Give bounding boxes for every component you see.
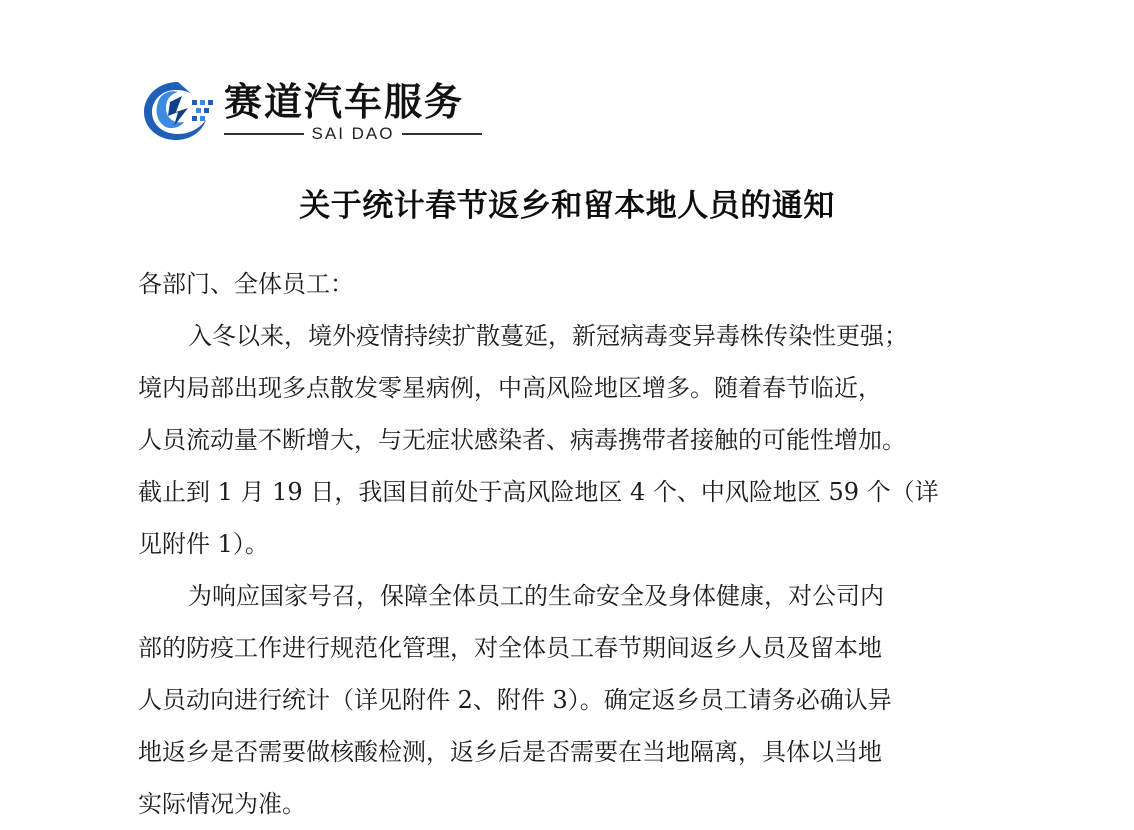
body-line: 部的防疫工作进行规范化管理，对全体员工春节期间返乡人员及留本地 <box>138 634 882 662</box>
body-line: 见附件 1）。 <box>138 530 269 558</box>
body-line: 人员动向进行统计（详见附件 2、附件 3）。确定返乡员工请务必确认异 <box>138 686 892 714</box>
company-name: 赛道汽车服务 <box>224 80 465 124</box>
company-subtitle <box>224 124 482 144</box>
body-line: 入冬以来，境外疫情持续扩散蔓延，新冠病毒变异毒株传染性更强； <box>188 322 908 350</box>
subtitle-rule-right <box>402 133 482 135</box>
salutation: 各部门、全体员工： <box>138 270 354 298</box>
company-sub-text: SAI DAO <box>311 124 395 143</box>
body-line: 实际情况为准。 <box>138 790 306 818</box>
saidao-swoosh-logo-icon <box>140 78 216 144</box>
company-logo <box>140 78 485 150</box>
document-body <box>138 258 998 830</box>
document-title: 关于统计春节返乡和留本地人员的通知 <box>299 188 835 224</box>
body-line: 地返乡是否需要做核酸检测，返乡后是否需要在当地隔离，具体以当地 <box>138 738 882 766</box>
body-line: 人员流动量不断增大，与无症状感染者、病毒携带者接触的可能性增加。 <box>138 426 906 454</box>
body-line: 截止到 1 月 19 日，我国目前处于高风险地区 4 个、中风险地区 59 个（详 <box>138 478 939 506</box>
body-line: 境内局部出现多点散发零星病例，中高风险地区增多。随着春节临近， <box>138 374 882 402</box>
body-line: 为响应国家号召，保障全体员工的生命安全及身体健康，对公司内 <box>188 582 884 610</box>
subtitle-rule-left <box>224 133 304 135</box>
